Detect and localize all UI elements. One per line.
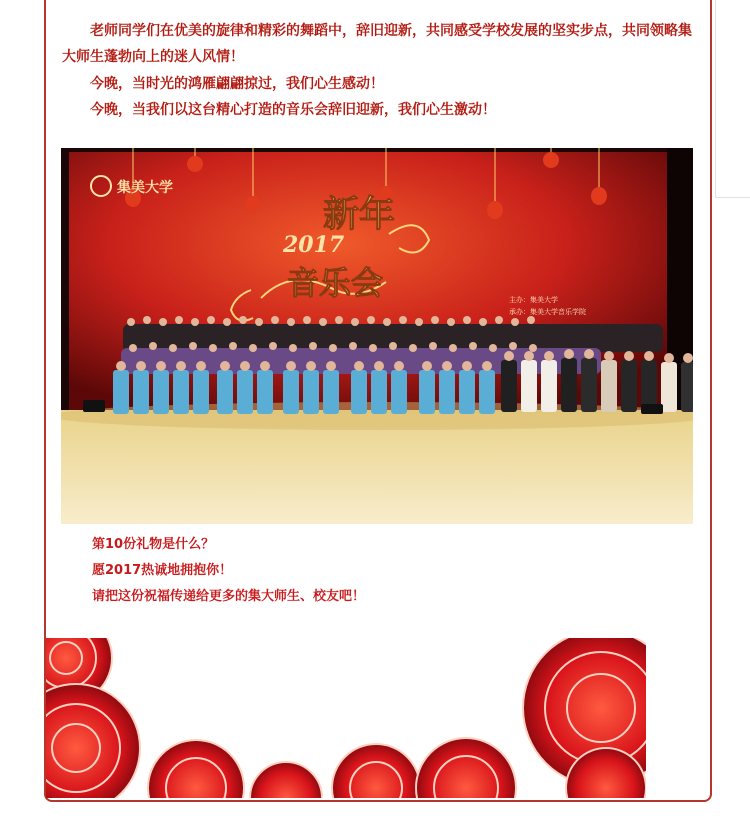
- concert-group-photo: [61, 148, 697, 524]
- title-year: 2017: [283, 232, 345, 258]
- tonight-line-2: 今晚，当我们以这台精心打造的音乐会辞旧迎新，我们心生激动！: [90, 102, 496, 118]
- share-call: 请把这份祝福传递给更多的集大师生、校友吧！: [92, 589, 366, 604]
- new-year-wish: 愿2017热诚地拥抱你！: [92, 563, 233, 578]
- side-panel: [715, 0, 750, 198]
- title-concert: 音乐会: [287, 264, 384, 302]
- host-line: 主办：集美大学: [509, 296, 558, 304]
- organizer-line: 承办：集美大学音乐学院: [509, 308, 586, 316]
- tonight-line-1: 今晚，当时光的鸿雁翩翩掠过，我们心生感动！: [90, 76, 384, 92]
- gift-question: 第10份礼物是什么？: [92, 537, 215, 552]
- red-cloud-banner: [46, 638, 646, 798]
- title-xin-nian: 新年: [323, 193, 396, 235]
- university-logo-text: 集美大学: [117, 180, 173, 196]
- intro-paragraph: 老师同学们在优美的旋律和精彩的舞蹈中，辞旧迎新，共同感受学校发展的坚实步点，共同领略集大师生蓬勃向上的迷人风情！: [62, 23, 692, 65]
